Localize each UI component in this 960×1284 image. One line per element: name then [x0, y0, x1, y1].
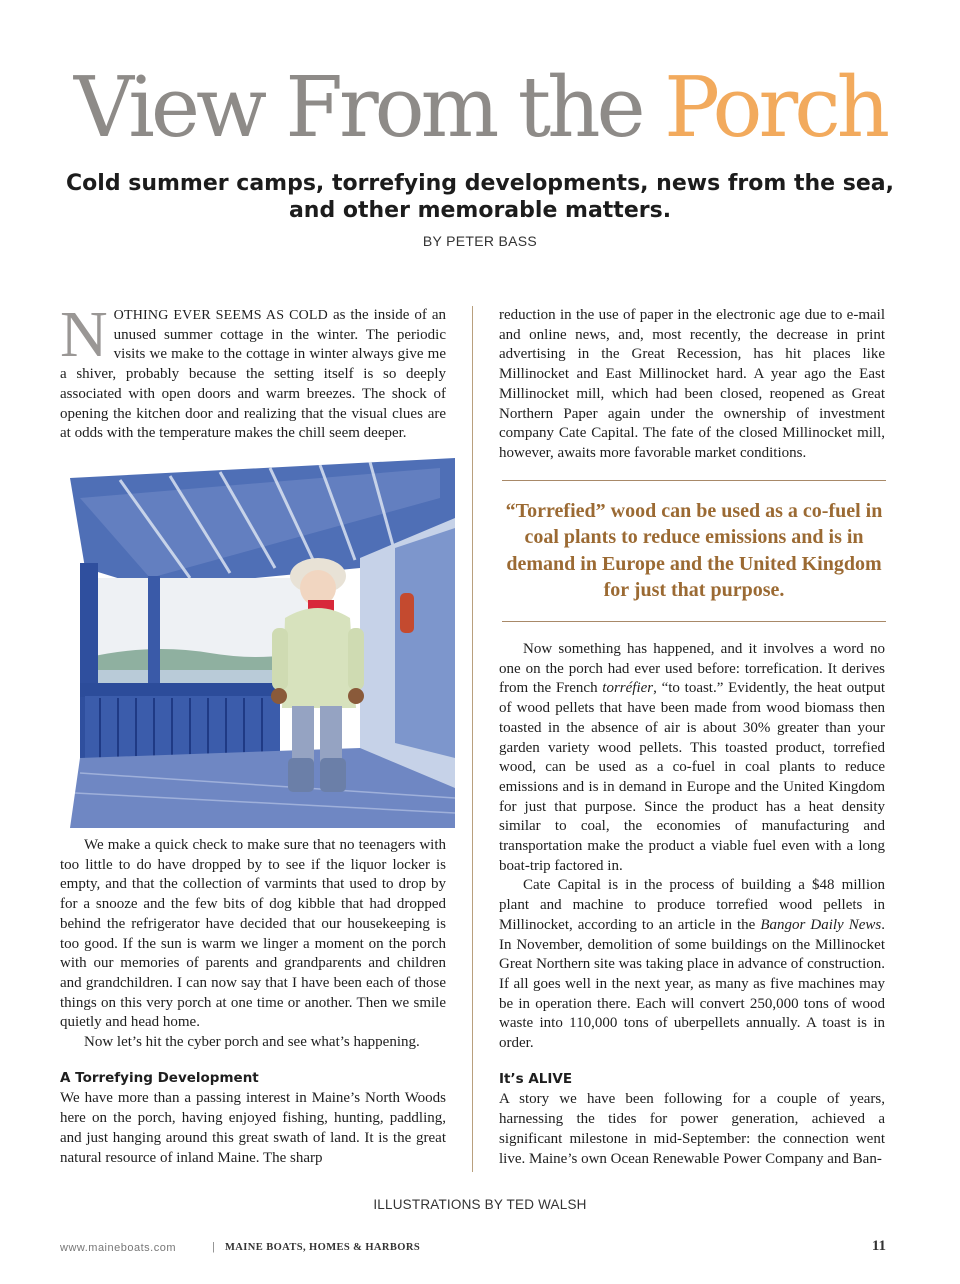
- cate-italic: Bangor Daily News: [760, 916, 882, 933]
- porch-railing: [80, 683, 280, 697]
- title-part-1: View From the: [73, 59, 642, 156]
- intro-small-caps: OTHING EVER SEEMS AS COLD: [113, 308, 328, 323]
- page-number: 11: [871, 1238, 886, 1254]
- intro-paragraph: [60, 298, 446, 444]
- paragraph-paper-reduction: reduction in the use of paper in the electronic age due to e-mail and online news, and, most recently, the decrease in print advertising in the Great Recession, has hit places like Millinocket and East Millinocket hard. A year ago the East Millinocket mill, which had been closed, reopened as Great Northern Paper again under the ownership of investment company Cate Capital. The fate of the closed Millinocket mill, however, awaits more favorable market conditions.: [499, 307, 885, 461]
- right-column-body: [499, 640, 885, 1169]
- section-heading-alive: It’s ALIVE: [499, 1070, 573, 1087]
- left-column-body: [60, 836, 446, 1168]
- pull-quote: “Torrefied” wood can be used as a co-fuel in coal plants to reduce emissions and is in demand in Europe and the United Kingdom for just that purpose.: [502, 480, 886, 622]
- torrefication-italic: torréfier: [602, 680, 654, 697]
- paragraph-cyber-porch: Now let’s hit the cyber porch and see what’s happening.: [84, 1034, 420, 1051]
- subtitle: Cold summer camps, torrefying developments, news from the sea, and other memorable matters.: [66, 171, 894, 223]
- column-divider: [472, 306, 473, 1172]
- page-footer: [60, 1240, 900, 1260]
- right-column-intro: [499, 306, 885, 464]
- torrefication-text-a: Now something has happened, and it involves a word no one on the porch had ever used before: torrefication. It derives from the French: [499, 641, 885, 697]
- paragraph-porch-check: We make a quick check to make sure that no teenagers with too little to do have dropped by to see if the liquor locker is empty, and that the collection of varmints that used to drop by for a snooze and the few bits of dog kibble that had dropped behind the refrigerator have decided that our housekeeping is too good. If the sun is warm we linger a moment on the porch with our memories of parents and grandparents and children and grandchildren. I can now say that I have been each of those things on this very porch at one time or another. Then we smile quietly and head home.: [60, 837, 446, 1031]
- byline: BY PETER BASS: [422, 233, 538, 249]
- buoy-icon: [400, 593, 414, 633]
- intro-text: as the inside of an unused summer cottage in the winter. The periodic visits we make to the cottage in winter always give me a shiver, probably because the setting itself is so deeply associated with open doors and warm breezes. The shock of opening the kitchen door and realizing that the visual clues are at odds with the temperature makes the chill seem deeper.: [60, 307, 446, 442]
- footer-separator: |: [212, 1241, 215, 1253]
- left-column-intro: [60, 298, 446, 444]
- paragraph-torrefication: [499, 640, 885, 876]
- footer-url[interactable]: www.maineboats.com: [60, 1242, 176, 1254]
- footer-magazine-name: MAINE BOATS, HOMES & HARBORS: [225, 1242, 421, 1253]
- paragraph-tidal-power: A story we have been following for a couple of years, harnessing the tides for power generation, achieved a significant milestone in mid-September: the connection went live. Maine’s own Ocean Renewable Power Company and Ban-: [499, 1091, 885, 1167]
- cate-text-b: . In November, demolition of some buildings on the Millinocket Great Northern site was taking place in advance of construction. If all goes well in the next year, as many as five machines may be in operation there. Each will convert 250,000 tons of wood waste into 110,000 tons of uberpellets annually. A toast is in order.: [499, 916, 885, 1052]
- drop-cap: N: [60, 298, 108, 371]
- page-title: [0, 59, 960, 156]
- section-heading-torrefying: A Torrefying Development: [60, 1069, 259, 1086]
- title-part-2: Porch: [664, 59, 887, 156]
- paragraph-north-woods: We have more than a passing interest in Maine’s North Woods here on the porch, having enjoyed fishing, hunting, paddling, and just hanging around this great swath of land. It is the great natural resource of inland Maine. The sharp: [60, 1090, 446, 1166]
- illustration-credit: ILLUSTRATIONS BY TED WALSH: [373, 1197, 587, 1212]
- torrefication-text-b: , “to toast.” Evidently, the heat output of wood pellets that have been made from wood biomass then toasted in the absence of air is about 30% greater than your garden variety wood pellets. This toasted product, torrefied wood, can be used as a co-fuel in coal plants to reduce emissions and is in demand in Europe and the United Kingdom for just that purpose. Since the product has a heat density similar to coal, the economies of manufacturing and transportation make the product a viable fuel even with a long boat-trip factored in.: [499, 680, 885, 874]
- cate-text-a: Cate Capital is in the process of building a $48 million plant and machine to produce torrefied wood pellets in Millinocket, according to an article in the: [499, 877, 885, 933]
- porch-illustration: [60, 458, 460, 828]
- paragraph-cate-capital: [499, 876, 885, 1053]
